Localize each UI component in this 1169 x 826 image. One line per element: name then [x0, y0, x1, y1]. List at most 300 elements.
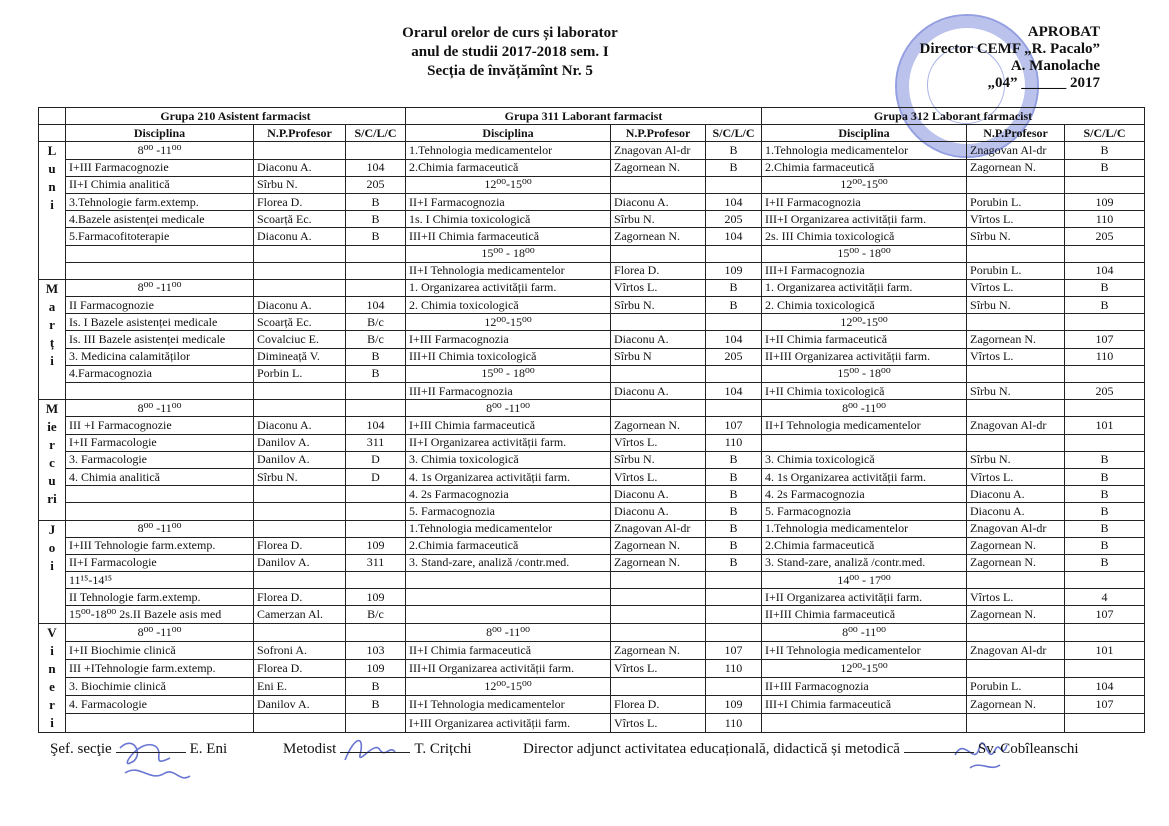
professor-cell: [254, 572, 346, 589]
professor-cell: [967, 623, 1065, 641]
professor-cell: Sîrbu N.: [254, 468, 346, 485]
professor-cell: Sîrbu N.: [611, 211, 706, 228]
professor-cell: [611, 678, 706, 696]
room-cell: [1065, 365, 1145, 382]
day-letter: n: [48, 179, 56, 195]
discipline-cell: 3. Stand-zare, analiză /contr.med.: [762, 554, 967, 571]
professor-cell: Scoarță Ec.: [254, 211, 346, 228]
discipline-cell: [66, 383, 254, 400]
col-header-discipline: Disciplina: [406, 125, 611, 142]
discipline-cell: [406, 572, 611, 589]
table-row: [39, 572, 1145, 589]
professor-cell: Vîrtos L.: [967, 348, 1065, 365]
day-letter: M: [45, 280, 59, 296]
room-cell: B: [706, 159, 762, 176]
room-cell: B: [1065, 537, 1145, 554]
discipline-cell: [762, 434, 967, 451]
approval-name: A. Manolache: [1010, 58, 1100, 74]
discipline-cell: I+II Farmacognozia: [762, 193, 967, 210]
day-label: [39, 623, 66, 732]
sef-name: E. Eni: [189, 741, 228, 757]
discipline-cell: 3. Stand-zare, analiză /contr.med.: [406, 554, 611, 571]
room-cell: [706, 176, 762, 193]
day-label: [39, 520, 66, 623]
discipline-cell: III+I Chimia farmaceutică: [762, 696, 967, 714]
day-letter: n: [48, 660, 56, 676]
room-cell: [1065, 245, 1145, 262]
room-cell: 109: [346, 659, 406, 677]
professor-cell: Danilov A.: [254, 554, 346, 571]
col-header-room: S/C/L/C: [706, 125, 762, 142]
room-cell: B: [346, 211, 406, 228]
room-cell: 104: [346, 159, 406, 176]
room-cell: 205: [346, 176, 406, 193]
room-cell: [346, 486, 406, 503]
professor-cell: Sîrbu N.: [967, 383, 1065, 400]
professor-cell: [254, 503, 346, 520]
room-cell: B: [706, 451, 762, 468]
footer-metodist: [283, 738, 472, 758]
discipline-cell: 8⁰⁰ -11⁰⁰: [66, 142, 254, 159]
room-cell: 109: [1065, 193, 1145, 210]
room-cell: B: [346, 193, 406, 210]
signature-sef: [110, 728, 200, 788]
professor-cell: [254, 400, 346, 417]
discipline-cell: 8⁰⁰ -11⁰⁰: [66, 623, 254, 641]
professor-cell: Diaconu A.: [967, 486, 1065, 503]
professor-cell: Diaconu A.: [254, 417, 346, 434]
professor-cell: Danilov A.: [254, 451, 346, 468]
room-cell: [346, 503, 406, 520]
professor-cell: [611, 176, 706, 193]
room-cell: 104: [346, 297, 406, 314]
discipline-cell: I+II Farmacologie: [66, 434, 254, 451]
discipline-cell: I+II Organizarea activității farm.: [762, 589, 967, 606]
discipline-cell: 1. Organizarea activității farm.: [762, 279, 967, 296]
metodist-label: Metodist: [283, 741, 337, 757]
discipline-cell: 8⁰⁰ -11⁰⁰: [762, 623, 967, 641]
table-row: [39, 159, 1145, 176]
table-row: [39, 417, 1145, 434]
table-row: [39, 348, 1145, 365]
discipline-cell: II+I Chimia farmaceutică: [406, 641, 611, 659]
discipline-cell: 1.Tehnologia medicamentelor: [406, 142, 611, 159]
discipline-cell: III+II Chimia toxicologică: [406, 348, 611, 365]
professor-cell: Zagornean N.: [967, 554, 1065, 571]
room-cell: B/c: [346, 606, 406, 623]
day-letter: e: [49, 678, 55, 694]
discipline-cell: 2. Chimia toxicologică: [762, 297, 967, 314]
room-cell: 107: [706, 641, 762, 659]
table-row: [39, 331, 1145, 348]
discipline-cell: 4.Bazele asistenței medicale: [66, 211, 254, 228]
professor-cell: Diaconu A.: [611, 193, 706, 210]
room-cell: [706, 314, 762, 331]
professor-cell: Scoarță Ec.: [254, 314, 346, 331]
table-row: [39, 451, 1145, 468]
professor-cell: Dimineață V.: [254, 348, 346, 365]
discipline-cell: I+III Organizarea activității farm.: [406, 714, 611, 732]
schedule-title: [330, 24, 690, 81]
room-cell: 109: [346, 589, 406, 606]
table-row: [39, 554, 1145, 571]
discipline-cell: II+I Farmacologie: [66, 554, 254, 571]
discipline-cell: Is. III Bazele asistenței medicale: [66, 331, 254, 348]
table-row: [39, 279, 1145, 296]
room-cell: [346, 279, 406, 296]
professor-cell: [967, 400, 1065, 417]
room-cell: 109: [706, 262, 762, 279]
discipline-cell: 12⁰⁰-15⁰⁰: [406, 176, 611, 193]
room-cell: B: [1065, 142, 1145, 159]
table-row: [39, 365, 1145, 382]
room-cell: B: [706, 486, 762, 503]
discipline-cell: 4. 1s Organizarea activității farm.: [762, 468, 967, 485]
room-cell: [346, 520, 406, 537]
room-cell: 101: [1065, 417, 1145, 434]
discipline-cell: II+III Chimia farmaceutică: [762, 606, 967, 623]
discipline-cell: 3.Tehnologie farm.extemp.: [66, 193, 254, 210]
day-label: [39, 142, 66, 280]
col-header-professor: N.P.Profesor: [254, 125, 346, 142]
room-cell: B: [706, 537, 762, 554]
discipline-cell: Is. I Bazele asistenței medicale: [66, 314, 254, 331]
room-cell: [346, 262, 406, 279]
table-row: [39, 262, 1145, 279]
professor-cell: Zagornean N.: [611, 537, 706, 554]
professor-cell: Sîrbu N.: [967, 451, 1065, 468]
room-cell: [706, 606, 762, 623]
day-letter: a: [48, 298, 56, 314]
professor-cell: [611, 365, 706, 382]
room-cell: [706, 400, 762, 417]
day-letter: i: [50, 557, 54, 573]
room-cell: B: [346, 365, 406, 382]
table-row: [39, 659, 1145, 677]
discipline-cell: I+II Chimia toxicologică: [762, 383, 967, 400]
discipline-cell: 8⁰⁰ -11⁰⁰: [66, 520, 254, 537]
room-cell: D: [346, 468, 406, 485]
discipline-cell: I+II Tehnologia medicamentelor: [762, 641, 967, 659]
professor-cell: [967, 314, 1065, 331]
room-cell: B: [346, 348, 406, 365]
discipline-cell: [406, 606, 611, 623]
professor-cell: Znagovan Al-dr: [611, 142, 706, 159]
room-cell: 107: [1065, 331, 1145, 348]
professor-cell: Sîrbu N.: [254, 176, 346, 193]
discipline-cell: II+I Tehnologia medicamentelor: [406, 696, 611, 714]
discipline-cell: 12⁰⁰-15⁰⁰: [762, 659, 967, 677]
table-row: [39, 400, 1145, 417]
room-cell: [1065, 176, 1145, 193]
room-cell: B/c: [346, 314, 406, 331]
day-letter: i: [50, 197, 54, 213]
discipline-cell: III+II Farmacognozia: [406, 383, 611, 400]
discipline-cell: 1s. I Chimia toxicologică: [406, 211, 611, 228]
table-row: [39, 606, 1145, 623]
room-cell: 110: [706, 434, 762, 451]
professor-cell: Diaconu A.: [967, 503, 1065, 520]
table-row: [39, 503, 1145, 520]
professor-cell: Zagornean N.: [611, 641, 706, 659]
room-cell: 110: [706, 714, 762, 732]
room-cell: [1065, 623, 1145, 641]
room-cell: 104: [1065, 678, 1145, 696]
discipline-cell: 2.Chimia farmaceutică: [762, 159, 967, 176]
professor-cell: [254, 383, 346, 400]
discipline-cell: II+I Organizarea activității farm.: [406, 434, 611, 451]
professor-cell: Znagovan Al-dr: [967, 417, 1065, 434]
table-row: [39, 678, 1145, 696]
discipline-cell: 15⁰⁰ - 18⁰⁰: [406, 245, 611, 262]
professor-cell: Porubin L.: [967, 193, 1065, 210]
professor-cell: [611, 572, 706, 589]
discipline-cell: 4. Farmacologie: [66, 696, 254, 714]
discipline-cell: 15⁰⁰ - 18⁰⁰: [762, 365, 967, 382]
professor-cell: Porubin L.: [967, 678, 1065, 696]
professor-cell: Florea D.: [254, 537, 346, 554]
table-row: [39, 537, 1145, 554]
room-cell: B: [1065, 486, 1145, 503]
discipline-cell: 15⁰⁰ - 18⁰⁰: [406, 365, 611, 382]
room-cell: [706, 245, 762, 262]
room-cell: B: [706, 297, 762, 314]
discipline-cell: II+I Tehnologia medicamentelor: [406, 262, 611, 279]
director-name: Sv. Cobîleanschi: [977, 741, 1079, 757]
professor-cell: [611, 606, 706, 623]
room-cell: B: [706, 554, 762, 571]
room-cell: B: [706, 468, 762, 485]
day-letter: ț: [49, 334, 55, 350]
room-cell: 205: [1065, 383, 1145, 400]
professor-cell: Zagornean N.: [611, 159, 706, 176]
discipline-cell: 5. Farmacognozia: [762, 503, 967, 520]
day-letter: V: [47, 624, 57, 640]
day-letter: M: [45, 401, 59, 417]
discipline-cell: 8⁰⁰ -11⁰⁰: [406, 400, 611, 417]
discipline-cell: 2.Chimia farmaceutică: [406, 537, 611, 554]
professor-cell: Diaconu A.: [254, 159, 346, 176]
professor-cell: Porubin L.: [967, 262, 1065, 279]
discipline-cell: 11¹⁵-14¹⁵: [66, 572, 254, 589]
approval-block: [880, 24, 1100, 92]
discipline-cell: 4.Farmacognozia: [66, 365, 254, 382]
room-cell: 110: [1065, 211, 1145, 228]
col-header-room: S/C/L/C: [346, 125, 406, 142]
room-cell: 104: [706, 228, 762, 245]
room-cell: B: [1065, 554, 1145, 571]
col-header-professor: N.P.Profesor: [611, 125, 706, 142]
discipline-cell: III+I Farmacognozia: [762, 262, 967, 279]
discipline-cell: 3. Biochimie clinică: [66, 678, 254, 696]
sef-label: Şef. secţie: [50, 741, 112, 757]
discipline-cell: 3. Chimia toxicologică: [406, 451, 611, 468]
room-cell: B: [1065, 503, 1145, 520]
room-cell: [346, 245, 406, 262]
table-row: [39, 486, 1145, 503]
table-row: [39, 468, 1145, 485]
professor-cell: [611, 314, 706, 331]
room-cell: 109: [706, 696, 762, 714]
room-cell: 103: [346, 641, 406, 659]
footer-director: [523, 738, 1079, 758]
room-cell: [346, 572, 406, 589]
professor-cell: Vîrtos L.: [967, 589, 1065, 606]
table-row: [39, 589, 1145, 606]
discipline-cell: 2.Chimia farmaceutică: [762, 537, 967, 554]
discipline-cell: I+III Tehnologie farm.extemp.: [66, 537, 254, 554]
discipline-cell: 8⁰⁰ -11⁰⁰: [762, 400, 967, 417]
col-header-professor: N.P.Profesor: [967, 125, 1065, 142]
room-cell: [706, 678, 762, 696]
room-cell: 104: [706, 193, 762, 210]
discipline-cell: I+II Biochimie clinică: [66, 641, 254, 659]
room-cell: B: [706, 503, 762, 520]
discipline-cell: 3. Medicina calamităților: [66, 348, 254, 365]
discipline-cell: 5.Farmacofitoterapie: [66, 228, 254, 245]
professor-cell: Zagornean N.: [611, 554, 706, 571]
professor-cell: [611, 400, 706, 417]
table-row: [39, 245, 1145, 262]
discipline-cell: 3. Chimia toxicologică: [762, 451, 967, 468]
approval-title: APROBAT: [1027, 24, 1100, 40]
discipline-cell: II+I Chimia analitică: [66, 176, 254, 193]
discipline-cell: 2s. III Chimia toxicologică: [762, 228, 967, 245]
discipline-cell: 15⁰⁰-18⁰⁰ 2s.II Bazele asis med: [66, 606, 254, 623]
room-cell: 104: [706, 331, 762, 348]
room-cell: [346, 400, 406, 417]
table-row: [39, 383, 1145, 400]
professor-cell: Sîrbu N.: [611, 297, 706, 314]
discipline-cell: 1.Tehnologia medicamentelor: [762, 520, 967, 537]
discipline-cell: 5. Farmacognozia: [406, 503, 611, 520]
professor-cell: [967, 434, 1065, 451]
discipline-cell: 1. Organizarea activității farm.: [406, 279, 611, 296]
room-cell: [1065, 314, 1145, 331]
metodist-name: T. Crițchi: [414, 741, 472, 757]
discipline-cell: 8⁰⁰ -11⁰⁰: [66, 279, 254, 296]
room-cell: [346, 623, 406, 641]
professor-cell: Zagornean N.: [967, 696, 1065, 714]
professor-cell: [254, 262, 346, 279]
discipline-cell: 12⁰⁰-15⁰⁰: [762, 314, 967, 331]
discipline-cell: II Farmacognozie: [66, 297, 254, 314]
room-cell: B: [1065, 468, 1145, 485]
footer-sef: [50, 738, 227, 758]
professor-cell: [967, 176, 1065, 193]
room-cell: B: [346, 228, 406, 245]
table-row: [39, 520, 1145, 537]
professor-cell: Sîrbu N: [611, 348, 706, 365]
day-letter: J: [48, 521, 56, 537]
table-row: [39, 176, 1145, 193]
professor-cell: [254, 142, 346, 159]
discipline-cell: [66, 486, 254, 503]
professor-cell: Florea D.: [254, 589, 346, 606]
day-label: [39, 400, 66, 520]
professor-cell: Zagornean N.: [967, 606, 1065, 623]
title-line-2: anul de studii 2017-2018 sem. I: [411, 44, 609, 60]
professor-cell: Vîrtos L.: [611, 279, 706, 296]
room-cell: [1065, 572, 1145, 589]
room-cell: [346, 383, 406, 400]
room-cell: B: [1065, 279, 1145, 296]
professor-cell: Diaconu A.: [611, 503, 706, 520]
professor-cell: Zagornean N.: [967, 537, 1065, 554]
professor-cell: Diaconu A.: [611, 383, 706, 400]
day-letter: i: [50, 352, 54, 368]
day-letter: i: [50, 714, 54, 730]
approval-date: „04” ______ 2017: [987, 75, 1100, 91]
discipline-cell: 4. 2s Farmacognozia: [762, 486, 967, 503]
professor-cell: Vîrtos L.: [611, 714, 706, 732]
room-cell: 107: [706, 417, 762, 434]
professor-cell: Eni E.: [254, 678, 346, 696]
group-311-header: Grupa 311 Laborant farmacist: [406, 108, 762, 125]
discipline-cell: 3. Farmacologie: [66, 451, 254, 468]
room-cell: D: [346, 451, 406, 468]
professor-cell: Diaconu A.: [611, 486, 706, 503]
professor-cell: Vîrtos L.: [611, 659, 706, 677]
col-header-discipline: Disciplina: [66, 125, 254, 142]
discipline-cell: 12⁰⁰-15⁰⁰: [762, 176, 967, 193]
discipline-cell: II+I Tehnologia medicamentelor: [762, 417, 967, 434]
professor-cell: [254, 279, 346, 296]
room-cell: 110: [706, 659, 762, 677]
professor-cell: Danilov A.: [254, 434, 346, 451]
discipline-cell: 1.Tehnologia medicamentelor: [406, 520, 611, 537]
group-312-header: Grupa 312 Laborant farmacist: [762, 108, 1145, 125]
room-cell: [1065, 434, 1145, 451]
director-label: Director adjunct activitatea educațională, didactică și metodică: [523, 741, 900, 757]
table-row: [39, 211, 1145, 228]
professor-cell: Sîrbu N.: [967, 228, 1065, 245]
professor-cell: Zagornean N.: [967, 159, 1065, 176]
professor-cell: Camerzan Al.: [254, 606, 346, 623]
room-cell: [706, 623, 762, 641]
room-cell: 110: [1065, 348, 1145, 365]
table-row: [39, 314, 1145, 331]
room-cell: B: [346, 696, 406, 714]
professor-cell: Florea D.: [254, 193, 346, 210]
professor-cell: Zagornean N.: [967, 331, 1065, 348]
discipline-cell: [66, 503, 254, 520]
table-row: [39, 623, 1145, 641]
title-line-1: Orarul orelor de curs și laborator: [402, 25, 618, 41]
room-cell: B: [706, 142, 762, 159]
professor-cell: Sofroni A.: [254, 641, 346, 659]
day-letter: L: [47, 143, 57, 159]
discipline-cell: [406, 589, 611, 606]
professor-cell: [611, 623, 706, 641]
discipline-cell: III+I Organizarea activității farm.: [762, 211, 967, 228]
professor-cell: Sîrbu N.: [967, 297, 1065, 314]
discipline-cell: III+II Organizarea activității farm.: [406, 659, 611, 677]
discipline-cell: 2.Chimia farmaceutică: [406, 159, 611, 176]
room-cell: [706, 572, 762, 589]
col-header-room: S/C/L/C: [1065, 125, 1145, 142]
room-cell: [346, 142, 406, 159]
room-cell: B: [1065, 159, 1145, 176]
professor-cell: Znagovan Al-dr: [967, 520, 1065, 537]
day-letter: r: [49, 696, 55, 712]
professor-cell: [967, 245, 1065, 262]
professor-cell: Znagovan Al-dr: [611, 520, 706, 537]
room-cell: B: [346, 678, 406, 696]
table-row: [39, 142, 1145, 159]
day-letter: i: [50, 642, 54, 658]
day-letter: r: [49, 316, 55, 332]
